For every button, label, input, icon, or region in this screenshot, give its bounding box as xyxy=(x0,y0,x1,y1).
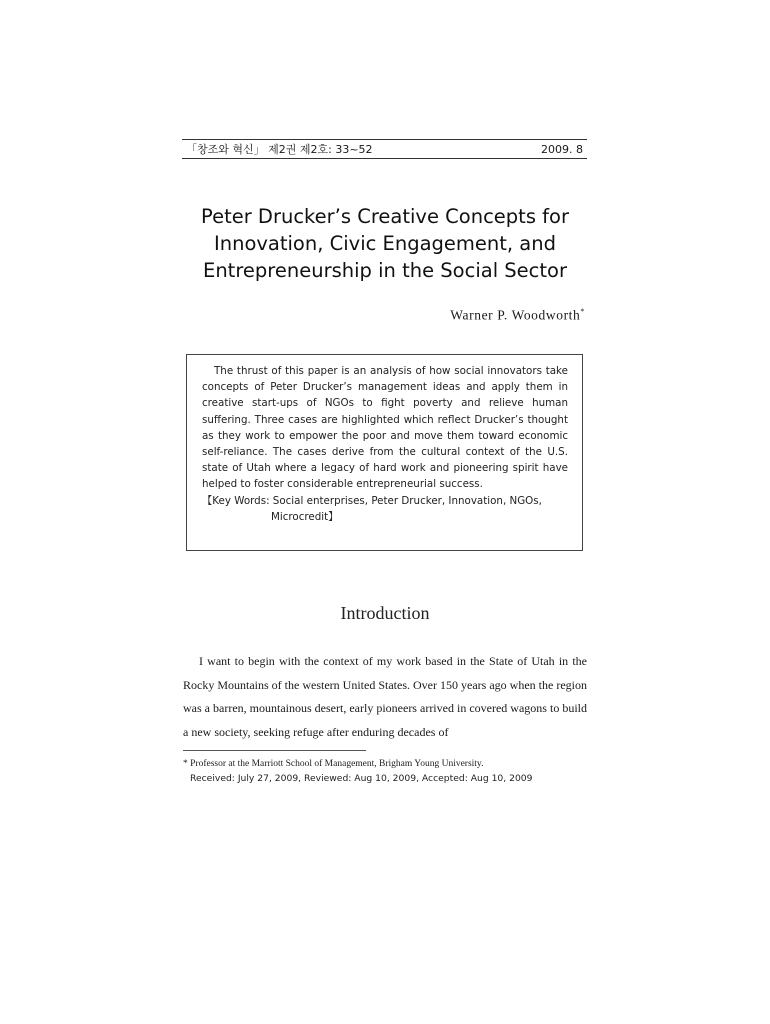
footnote-divider xyxy=(183,750,366,751)
journal-citation: 「창조와 혁신」 제2권 제2호: 33~52 xyxy=(186,143,373,156)
title-line-3: Entrepreneurship in the Social Sector xyxy=(203,259,567,282)
title-line-2: Innovation, Civic Engagement, and xyxy=(213,232,556,255)
abstract-box xyxy=(186,354,583,551)
abstract-text: The thrust of this paper is an analysis of how social innovators take concepts of Peter Drucker’s management ideas and apply them in creative start-ups of NGOs to fight poverty and relieve human suffering. Three cases are highlighted which reflect Drucker’s thought as they work to empower the poor and move them toward economic self-reliance. The cases derive from the cultural context of the U.S. state of Utah where a legacy of hard work and pioneering spirit have helped to foster considerable entrepreneurial success. xyxy=(202,365,568,491)
keywords-line-2: Microcredit】 xyxy=(271,510,339,523)
footnote xyxy=(183,757,603,786)
intro-paragraph: I want to begin with the context of my work based in the State of Utah in the Rocky Mountains of the western United States. Over 150 years ago when the region was a barren, mountainous desert, early pioneers arrived in covered wagons to build a new society, seeking refuge after enduring decades of xyxy=(183,654,587,740)
author-name: Warner P. Woodworth xyxy=(450,307,581,323)
keywords-line-1: 【Key Words: Social enterprises, Peter Drucker, Innovation, NGOs, xyxy=(202,494,542,507)
footnote-affiliation: * Professor at the Marriott School of Management, Brigham Young University. xyxy=(183,759,484,769)
author-footnote-mark: * xyxy=(580,307,585,316)
issue-date: 2009. 8 xyxy=(541,142,583,156)
journal-header xyxy=(182,139,587,159)
introduction-body xyxy=(183,650,587,745)
title-line-1: Peter Drucker’s Creative Concepts for xyxy=(201,205,569,228)
author-byline xyxy=(450,307,585,324)
paper-title xyxy=(150,203,620,284)
footnote-dates: Received: July 27, 2009, Reviewed: Aug 10, 2009, Accepted: Aug 10, 2009 xyxy=(190,772,533,784)
section-heading: Introduction xyxy=(340,603,430,623)
keywords xyxy=(202,493,568,525)
